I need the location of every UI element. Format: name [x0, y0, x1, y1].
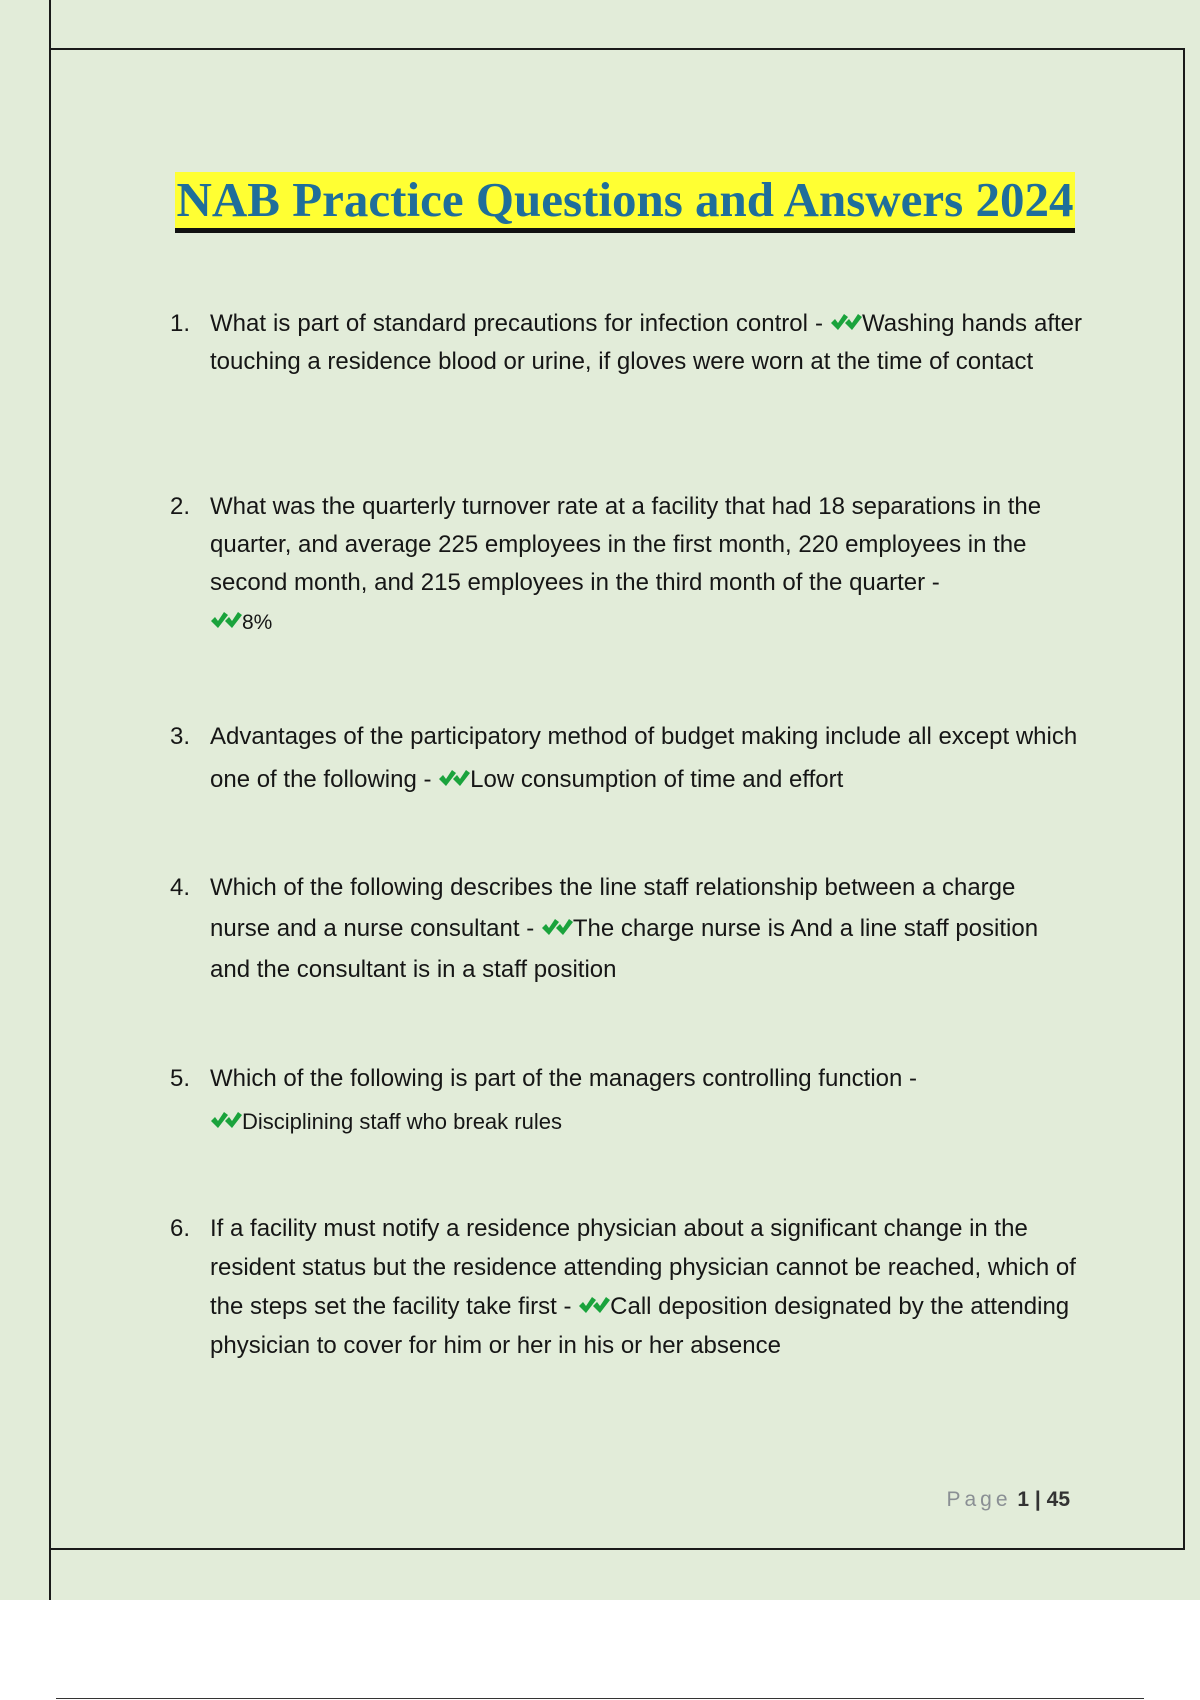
answer-text: Disciplining staff who break rules — [242, 1109, 562, 1134]
page-number — [920, 1487, 1070, 1513]
question-item-2 — [170, 488, 1082, 642]
double-check-icon — [830, 310, 862, 334]
question-number: 1. — [170, 310, 191, 337]
answer-text: 8% — [242, 611, 273, 634]
double-check-icon — [210, 608, 242, 632]
question-item-5 — [170, 1057, 1082, 1143]
answer-text: Washing hands after touching a residence blood or urine, if gloves were worn at the time of contact — [210, 310, 1083, 375]
question-text: Advantages of the participatory method of budget making include all except which one of the following - — [210, 723, 1078, 793]
total-pages: 45 — [1046, 1488, 1070, 1511]
question-text: What was the quarterly turnover rate at a facility that had 18 separations in the quarter, and average 225 employees in the first month, 220 employees in the second month, and 215 employees in the third month of the quarter - — [210, 493, 1042, 596]
current-page: 1 — [1017, 1488, 1030, 1511]
question-number: 5. — [170, 1065, 191, 1092]
answer-text: Call deposition designated by the attending physician to cover for him or her in his or her absence — [210, 1293, 1070, 1359]
question-number: 4. — [170, 874, 191, 901]
answer-text: The charge nurse is And a line staff position and the consultant is in a staff position — [210, 915, 1039, 983]
page-title: NAB Practice Questions and Answers 2024 — [175, 172, 1076, 233]
double-check-icon — [541, 915, 573, 939]
question-item-4 — [170, 867, 1082, 990]
question-text: If a facility must notify a residence physician about a significant change in the resident status but the residence attending physician cannot be reached, which of the steps set the facility take first - — [210, 1215, 1076, 1320]
question-text: Which of the following describes the line staff relationship between a charge nurse and a nurse consultant - — [210, 874, 1016, 942]
question-item-1 — [170, 305, 1082, 381]
page-label: Page — [946, 1488, 1012, 1511]
answer-text: Low consumption of time and effort — [470, 766, 844, 793]
double-check-icon — [578, 1293, 610, 1317]
bottom-rule — [56, 1698, 1144, 1699]
question-number: 2. — [170, 493, 191, 520]
title-container — [0, 172, 1200, 233]
question-number: 6. — [170, 1215, 191, 1242]
double-check-icon — [438, 766, 470, 790]
double-check-icon — [210, 1108, 242, 1132]
question-item-3 — [170, 715, 1082, 801]
question-text: What is part of standard precautions for infection control - — [210, 310, 823, 337]
page-separator: | — [1034, 1488, 1041, 1511]
question-item-6 — [170, 1209, 1082, 1365]
question-text: Which of the following is part of the managers controlling function - — [210, 1065, 918, 1092]
question-number: 3. — [170, 723, 191, 750]
